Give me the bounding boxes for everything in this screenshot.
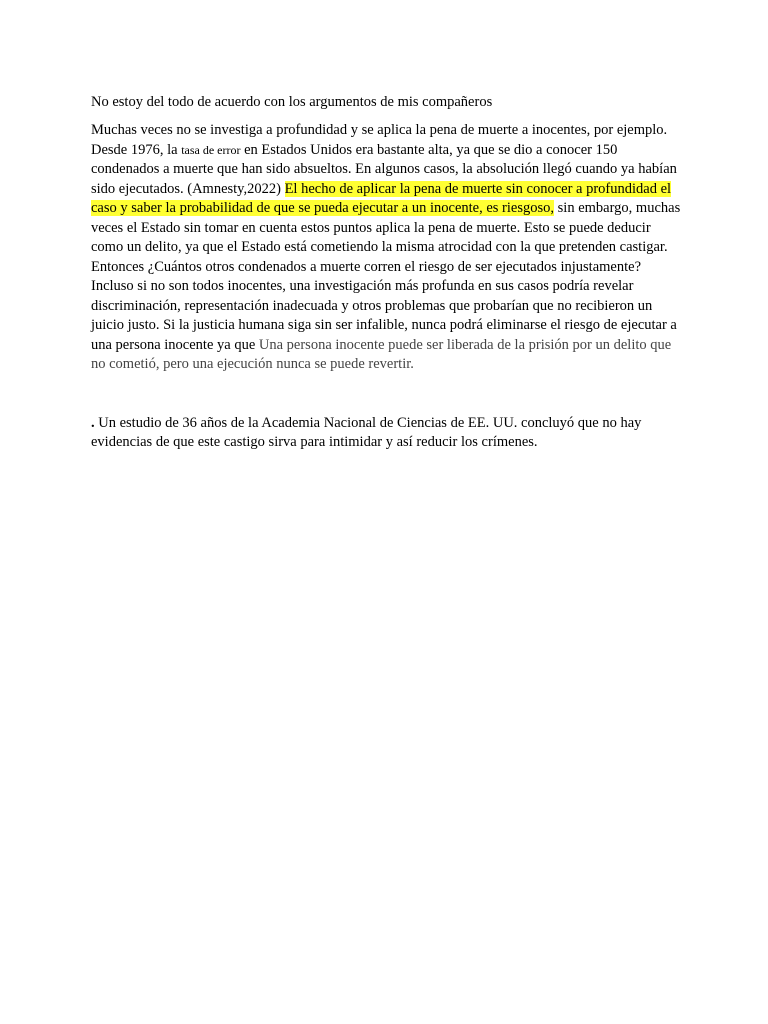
quoted-sentence: Una persona inocente puede ser liberada de la prisión por un delito que no cometió, pero una ejecución nunca se puede revertir. [91, 336, 672, 372]
paragraph-main [91, 121, 681, 375]
paragraph-bullet-dot: . [91, 414, 95, 431]
paragraph-main-text-1: Muchas veces no se investiga a profundidad y se aplica la pena de muerte a inocentes, por ejemplo. Desde 1976, la [91, 122, 668, 158]
paragraph-main-text-2: en Estados Unidos era bastante alta, ya que se dio a conocer 150 condenados a muerte que han sido absueltos. En algunos casos, la absolución llegó cuando ya habían sido ejecutados. (Amnesty,2022) [91, 141, 677, 197]
document-page [91, 92, 681, 453]
document-heading: No estoy del todo de acuerdo con los argumentos de mis compañeros [91, 94, 493, 110]
paragraph-main-text-3: sin embargo, muchas veces el Estado sin tomar en cuenta estos puntos aplica la pena de muerte. Esto se puede deducir como un delito, ya que el Estado está cometiendo la misma atrocidad con la que pretenden castigar. Entonces ¿Cuántos otros condenados a muerte corren el riesgo de ser ejecutados injustamente? Incluso si no son todos inocentes, una investigación más profunda en sus casos podría revelar discriminación, representación inadecuada y otros problemas que probarían que no recibieron un juicio justo. Si la justicia humana siga sin ser infalible, nunca podrá eliminarse el riesgo de ejecutar a una persona inocente ya que [91, 200, 681, 353]
highlighted-sentence: El hecho de aplicar la pena de muerte sin conocer a profundidad el caso y saber la probabilidad de que se pueda ejecutar a un inocente, es riesgoso, [91, 180, 672, 216]
paragraph-study [91, 414, 681, 453]
paragraph-study-text: Un estudio de 36 años de la Academia Nacional de Ciencias de EE. UU. concluyó que no hay evidencias de que este castigo sirva para intimidar y así reducir los crímenes. [91, 414, 642, 450]
error-rate-phrase: tasa de error [181, 142, 241, 157]
